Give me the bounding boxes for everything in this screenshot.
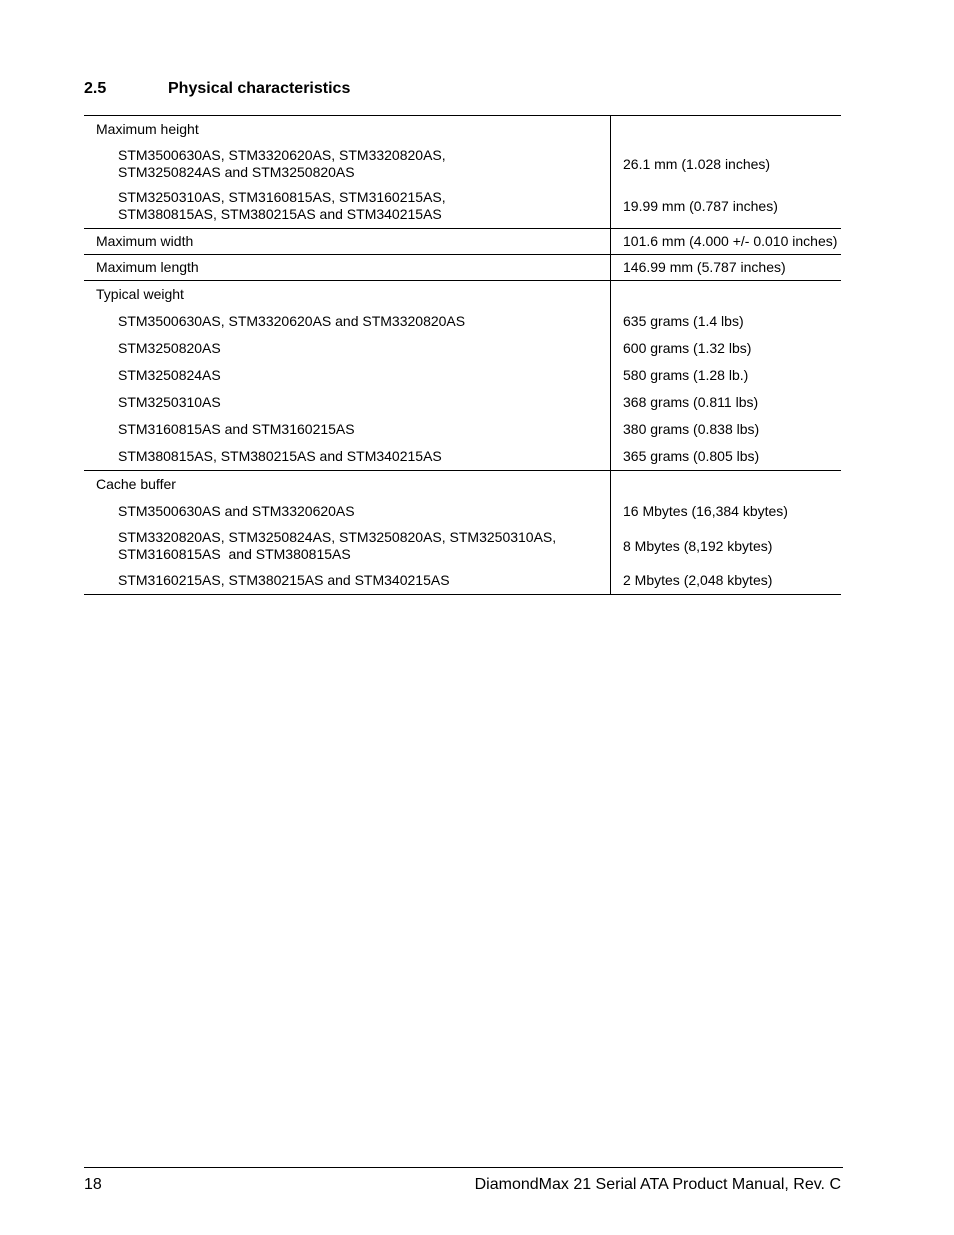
spec-models-line: STM3160215AS, STM380215AS and STM340215AS bbox=[118, 572, 450, 588]
spec-group-label: Typical weight bbox=[84, 281, 611, 309]
spec-models bbox=[84, 185, 611, 229]
spec-group-header bbox=[84, 255, 841, 281]
spec-group-value: 101.6 mm (4.000 +/- 0.010 inches) bbox=[611, 229, 842, 255]
spec-models bbox=[84, 567, 611, 595]
spec-models bbox=[84, 525, 611, 567]
spec-models bbox=[84, 416, 611, 443]
spec-row bbox=[84, 335, 841, 362]
spec-group-header bbox=[84, 281, 841, 309]
spec-models-line: STM3160815AS and STM380815AS bbox=[118, 546, 351, 562]
spec-row bbox=[84, 567, 841, 595]
spec-group-value bbox=[611, 116, 842, 144]
spec-models-line: STM380815AS, STM380215AS and STM340215AS bbox=[118, 206, 442, 222]
spec-row bbox=[84, 443, 841, 471]
spec-value: 600 grams (1.32 lbs) bbox=[623, 340, 752, 356]
footer-document-title: DiamondMax 21 Serial ATA Product Manual, Rev. C bbox=[474, 1176, 841, 1193]
section-title: Physical characteristics bbox=[168, 80, 351, 97]
spec-models-line: STM3320820AS, STM3250824AS, STM3250820AS, STM3250310AS, bbox=[118, 529, 557, 545]
spec-models-line: STM3500630AS, STM3320620AS and STM3320820AS bbox=[118, 313, 466, 329]
spec-value: 365 grams (0.805 lbs) bbox=[611, 443, 842, 471]
spec-group-value: 146.99 mm (5.787 inches) bbox=[611, 255, 842, 281]
spec-models-line: STM380815AS, STM380215AS and STM340215AS bbox=[118, 448, 442, 464]
spec-row bbox=[84, 416, 841, 443]
spec-models-line: STM3250310AS bbox=[118, 394, 221, 410]
spec-row bbox=[84, 185, 841, 229]
spec-value: 368 grams (0.811 lbs) bbox=[623, 394, 759, 410]
spec-models-line: STM3250310AS, STM3160815AS, STM3160215AS, bbox=[118, 189, 446, 205]
section-heading bbox=[84, 79, 350, 99]
spec-models-line: STM3160815AS and STM3160215AS bbox=[118, 421, 355, 437]
physical-characteristics-table bbox=[84, 115, 841, 595]
spec-group-label: Maximum length bbox=[84, 255, 611, 281]
spec-models bbox=[84, 389, 611, 416]
spec-group-label: Maximum width bbox=[84, 229, 611, 255]
spec-row bbox=[84, 525, 841, 567]
spec-group-header bbox=[84, 471, 841, 499]
spec-row bbox=[84, 308, 841, 335]
section-number: 2.5 bbox=[84, 80, 107, 97]
spec-value: 580 grams (1.28 lb.) bbox=[623, 367, 749, 383]
spec-group-label: Maximum height bbox=[84, 116, 611, 144]
spec-models bbox=[84, 143, 611, 185]
spec-row bbox=[84, 143, 841, 185]
spec-models-line: STM3250820AS bbox=[118, 340, 221, 356]
footer-rule bbox=[84, 1167, 843, 1168]
spec-value: 26.1 mm (1.028 inches) bbox=[623, 155, 771, 172]
spec-models bbox=[84, 335, 611, 362]
spec-models bbox=[84, 308, 611, 335]
spec-value: 16 Mbytes (16,384 kbytes) bbox=[623, 503, 788, 519]
spec-models-line: STM3250824AS bbox=[118, 367, 221, 383]
spec-models-line: STM3500630AS, STM3320620AS, STM3320820AS, bbox=[118, 147, 446, 163]
spec-value: 380 grams (0.838 lbs) bbox=[623, 421, 760, 437]
spec-group-value bbox=[611, 471, 842, 499]
spec-value: 8 Mbytes (8,192 kbytes) bbox=[623, 537, 773, 554]
spec-group-label: Cache buffer bbox=[84, 471, 611, 499]
spec-value: 635 grams (1.4 lbs) bbox=[623, 313, 744, 329]
footer-page-number: 18 bbox=[84, 1176, 102, 1193]
spec-row bbox=[84, 498, 841, 525]
spec-models-line: STM3250824AS and STM3250820AS bbox=[118, 164, 355, 180]
spec-models bbox=[84, 362, 611, 389]
spec-value: 19.99 mm (0.787 inches) bbox=[611, 185, 842, 229]
spec-value: 2 Mbytes (2,048 kbytes) bbox=[611, 567, 842, 595]
spec-models bbox=[84, 498, 611, 525]
spec-row bbox=[84, 362, 841, 389]
spec-row bbox=[84, 389, 841, 416]
spec-models bbox=[84, 443, 611, 471]
spec-models-line: STM3500630AS and STM3320620AS bbox=[118, 503, 355, 519]
spec-group-header bbox=[84, 116, 841, 144]
spec-group-value bbox=[611, 281, 842, 309]
spec-group-header bbox=[84, 229, 841, 255]
